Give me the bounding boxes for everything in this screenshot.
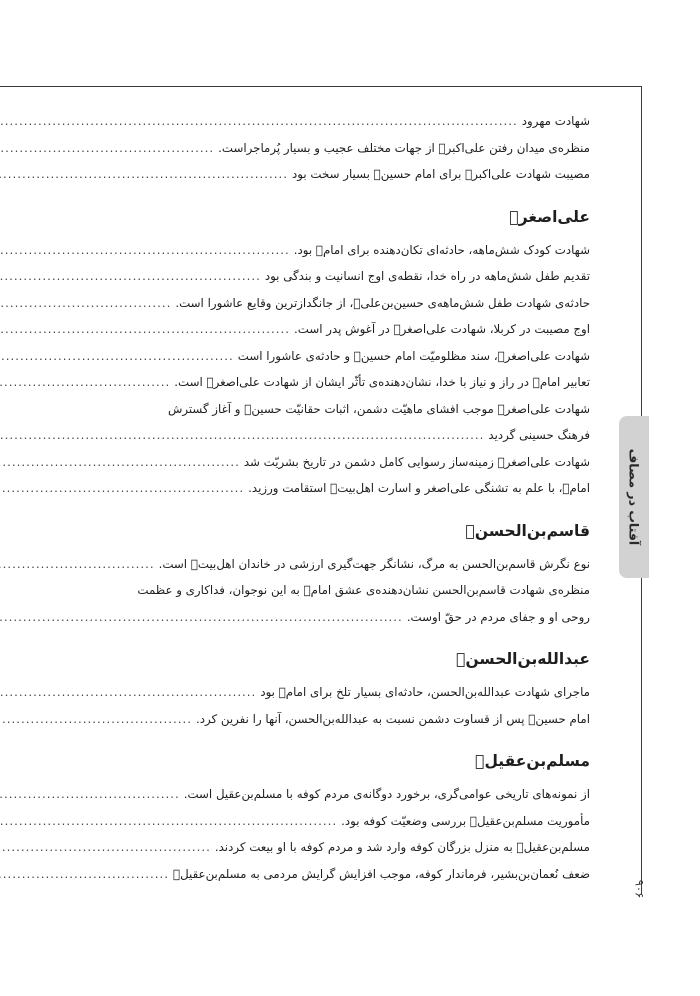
index-entry [100,316,590,343]
entry-text: تعابیر امام﷣ در راز و نیاز با خدا، نشان‌دهنده‌ی تأثّر ایشان از شهادت علی‌اصغر﷣ است. [174,375,590,389]
index-entry [100,604,590,631]
running-title-tab [619,416,649,578]
entry-text: مأموریت مسلم‌بن‌عقیل﷣ بررسی وضعیّت کوفه بود. [341,813,590,828]
entry-text: روحی او و جفای مردم در حقّ اوست. [406,609,590,624]
leader-dots [0,861,169,888]
index-entry [100,108,590,135]
leader-dots [0,834,211,861]
index-section [100,108,590,188]
index-entry [100,422,590,449]
index-entry [100,679,590,706]
index-entry [100,343,590,370]
index-entry [100,551,590,578]
entry-text: مصیبت شهادت علی‌اکبر﷣ برای امام حسین﷣ بسیار سخت بود [292,167,590,181]
leader-dots [0,706,192,733]
entry-text: از نمونه‌های تاریخی عوامی‌گری، برخورد دوگانه‌ی مردم کوفه با مسلم‌بن‌عقیل است. [183,787,590,801]
leader-dots [0,475,244,502]
leader-dots [0,263,261,290]
leader-dots [0,316,290,343]
entry-text: شهادت علی‌اصغر﷣ زمینه‌ساز رسوایی کامل دشمن در تاریخ بشریّت شد [243,454,590,469]
entry-text: امام﷣، با علم به تشنگی علی‌اصغر و اسارت اهل‌بیت﷣ استقامت ورزید. [248,481,590,495]
index-entry-continued [100,577,590,604]
index-entry [100,161,590,188]
leader-dots [0,551,155,578]
leader-dots [0,422,484,449]
entry-text: منظره‌ی میدان رفتن علی‌اکبر﷣ از جهات مختلف عجیب و بسیار پُرماجراست. [218,140,590,155]
leader-dots [0,343,234,370]
entry-text: فرهنگ حسینی گردید [488,428,590,442]
index-section [100,748,590,887]
index-entry [100,449,590,476]
index-entry [100,369,590,396]
running-title: آفتاب در مصاف [626,448,642,546]
leader-dots [0,290,171,317]
leader-dots [0,369,170,396]
entry-text: امام حسین﷣ پس از قساوت دشمن نسبت به عبدالله‌بن‌الحسن، آنها را نفرین کرد. [196,711,590,726]
section-heading: مسلم‌بن‌عقیل﷣ [475,752,590,770]
leader-dots [0,237,290,264]
leader-dots [0,604,403,631]
index-content [100,108,590,887]
leader-dots [0,808,337,835]
index-entry [100,781,590,808]
entry-text: ماجرای شهادت عبدالله‌بن‌الحسن، حادثه‌ای بسیار تلخ برای امام﷣ بود [260,685,590,699]
index-entry-continued [100,396,590,423]
entry-text: اوج مصیبت در کربلا، شهادت علی‌اصغر﷣ در آغوش پدر است. [294,322,590,336]
entry-text: ضعف نُعمان‌بن‌بشیر، فرماندار کوفه، موجب افزایش گرایش مردمی به مسلم‌بن‌عقیل﷣ [173,866,590,881]
index-entry [100,808,590,835]
index-entry [100,475,590,502]
index-entry [100,290,590,317]
entry-text: منظره‌ی شهادت قاسم‌بن‌الحسن نشان‌دهنده‌ی عشق امام﷣ به این نوجوان، فداکاری و عظمت [137,583,590,597]
leader-dots [0,161,288,188]
section-heading: علی‌اصغر﷣ [509,207,590,226]
index-entry [100,834,590,861]
leader-dots [0,449,240,476]
leader-dots [0,781,180,808]
index-entry [100,861,590,888]
index-section [100,646,590,732]
entry-text: مسلم‌بن‌عقیل﷣ به منزل بزرگان کوفه وارد شد و مردم کوفه با او بیعت کردند. [214,840,590,854]
leader-dots [0,135,214,162]
entry-text: نوع نگرش قاسم‌بن‌الحسن به مرگ، نشانگر جهت‌گیری ارزشی در خاندان اهل‌بیت﷣ است. [158,556,590,571]
entry-text: حادثه‌ی شهادت طفل شش‌ماهه‌ی حسین‌بن‌علی﷣، از جانگدازترین وقایع عاشورا است. [175,295,590,310]
index-section [100,204,590,502]
leader-dots [0,108,518,135]
index-entry [100,263,590,290]
page-number [624,876,654,906]
entry-text: شهادت علی‌اصغر﷣ موجب افشای ماهیّت دشمن، اثبات حقانیّت حسین﷣ و آغاز گسترش [167,401,590,416]
page-number-label: ۹۰۶ [632,879,646,899]
entry-text: شهادت مهرود [521,114,590,128]
entry-text: تقدیم طفل شش‌ماهه در راه خدا، نقطه‌ی اوج انسانیت و بندگی بود [264,269,590,283]
index-section [100,518,590,631]
index-entry [100,706,590,733]
index-entry [100,237,590,264]
section-heading: قاسم‌بن‌الحسن﷣ [465,521,590,540]
page-frame-top-rule [0,86,641,87]
entry-text: شهادت علی‌اصغر﷣، سند مظلومیّت امام حسین﷣ و حادثه‌ی عاشورا است [237,348,590,363]
entry-text: شهادت کودک شش‌ماهه، حادثه‌ای تکان‌دهنده برای امام﷣ بود. [293,242,590,257]
index-entry [100,135,590,162]
leader-dots [0,679,256,706]
section-heading: عبدالله‌بن‌الحسن﷣ [456,650,590,668]
